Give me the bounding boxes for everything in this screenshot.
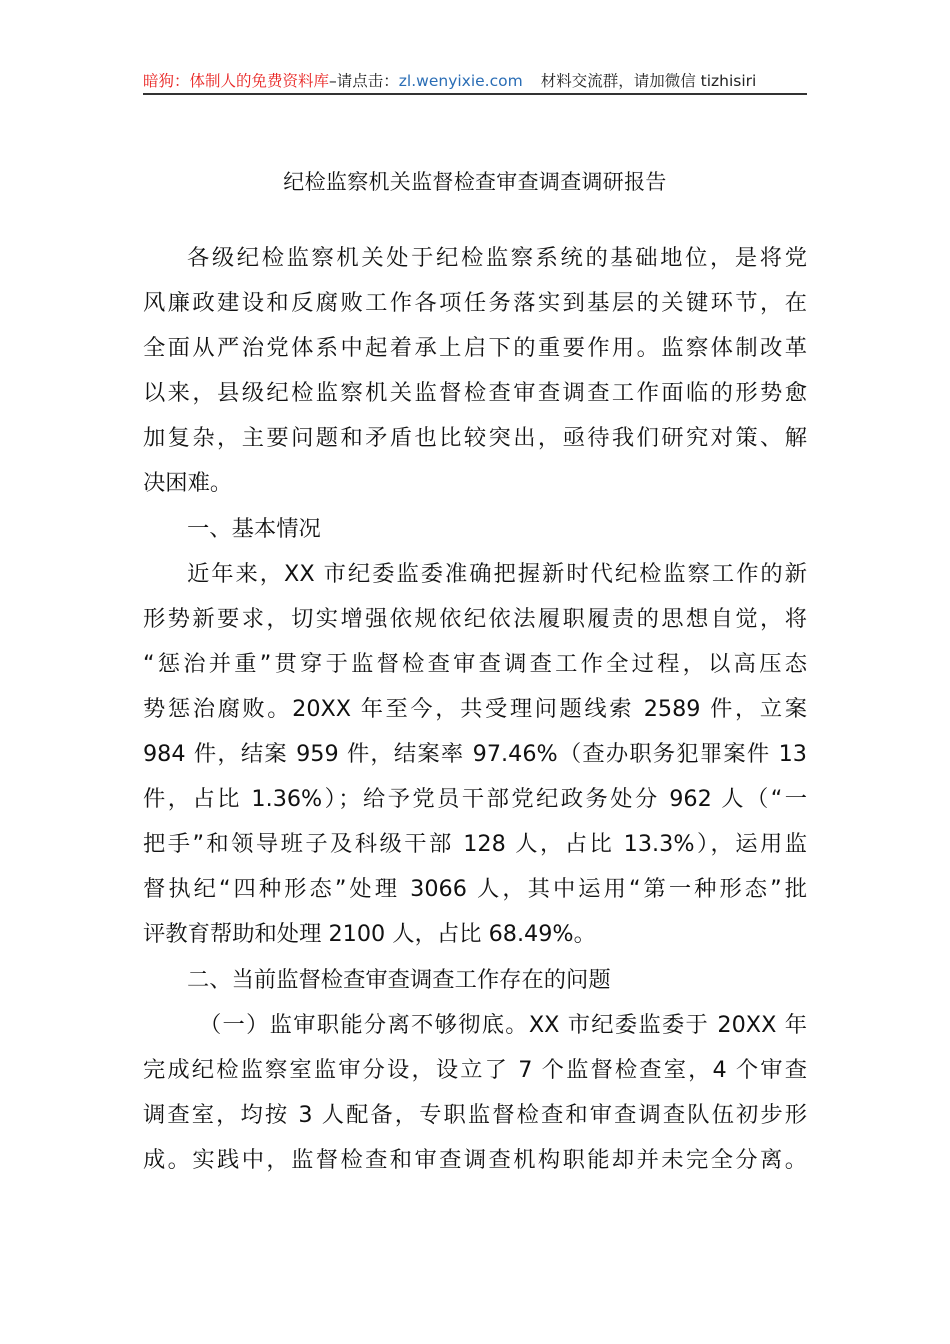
paragraph-line: 评教育帮助和处理 2100 人，占比 68.49%。: [143, 921, 596, 948]
document-title: 纪检监察机关监督检查审查调查调研报告: [283, 170, 667, 194]
paragraph-line: 成。实践中，监督检查和审查调查机构职能却并未完全分离。: [143, 1146, 807, 1173]
paragraph-line: 形势新要求，切实增强依规依纪依法履职履责的思想自觉，将: [143, 605, 807, 632]
paragraph-line: 以来，县级纪检监察机关监督检查审查调查工作面临的形势愈: [143, 380, 807, 407]
paragraph-line: 把手”和领导班子及科级干部 128 人，占比 13.3%），运用监: [143, 831, 807, 858]
paragraph-line: （一）监审职能分离不够彻底。XX 市纪委监委于 20XX 年: [199, 1011, 807, 1038]
paragraph-line: 全面从严治党体系中起着承上启下的重要作用。监察体制改革: [143, 335, 807, 362]
paragraph-line: 各级纪检监察机关处于纪检监察系统的基础地位，是将党: [187, 245, 807, 271]
header-link[interactable]: zl.wenyixie.com: [398, 72, 523, 90]
paragraph-line: 督执纪“四种形态”处理 3066 人，其中运用“第一种形态”批: [143, 876, 807, 903]
header-contact: 材料交流群，请加微信 tizhisiri: [540, 72, 757, 90]
paragraph-line: 984 件，结案 959 件，结案率 97.46%（查办职务犯罪案件 13: [143, 741, 807, 768]
paragraph-line: 决困难。: [143, 470, 233, 497]
header-site-name: 暗狗：体制人的免费资料库: [143, 72, 330, 90]
watermark-header: [143, 70, 807, 92]
paragraph-line: 件，占比 1.36%）；给予党员干部党纪政务处分 962 人（“一: [143, 786, 807, 813]
paragraph-line: 完成纪检监察室监审分设，设立了 7 个监督检查室，4 个审查: [143, 1056, 807, 1083]
document-body: [143, 236, 807, 1183]
header-prompt: –请点击：: [329, 72, 399, 90]
paragraph-line: 风廉政建设和反腐败工作各项任务落实到基层的关键环节，在: [143, 290, 807, 317]
header-divider: [143, 93, 807, 95]
paragraph-line: 调查室，均按 3 人配备，专职监督检查和审查调查队伍初步形: [143, 1101, 807, 1128]
paragraph-line: 加复杂，主要问题和矛盾也比较突出，亟待我们研究对策、解: [143, 425, 807, 452]
section-heading: 一、基本情况: [187, 515, 321, 542]
paragraph-line: 势惩治腐败。20XX 年至今，共受理问题线索 2589 件，立案: [143, 695, 807, 722]
paragraph-line: “惩治并重”贯穿于监督检查审查调查工作全过程，以高压态: [143, 650, 807, 677]
section-heading: 二、当前监督检查审查调查工作存在的问题: [187, 966, 611, 993]
paragraph-line: 近年来，XX 市纪委监委准确把握新时代纪检监察工作的新: [187, 560, 807, 587]
